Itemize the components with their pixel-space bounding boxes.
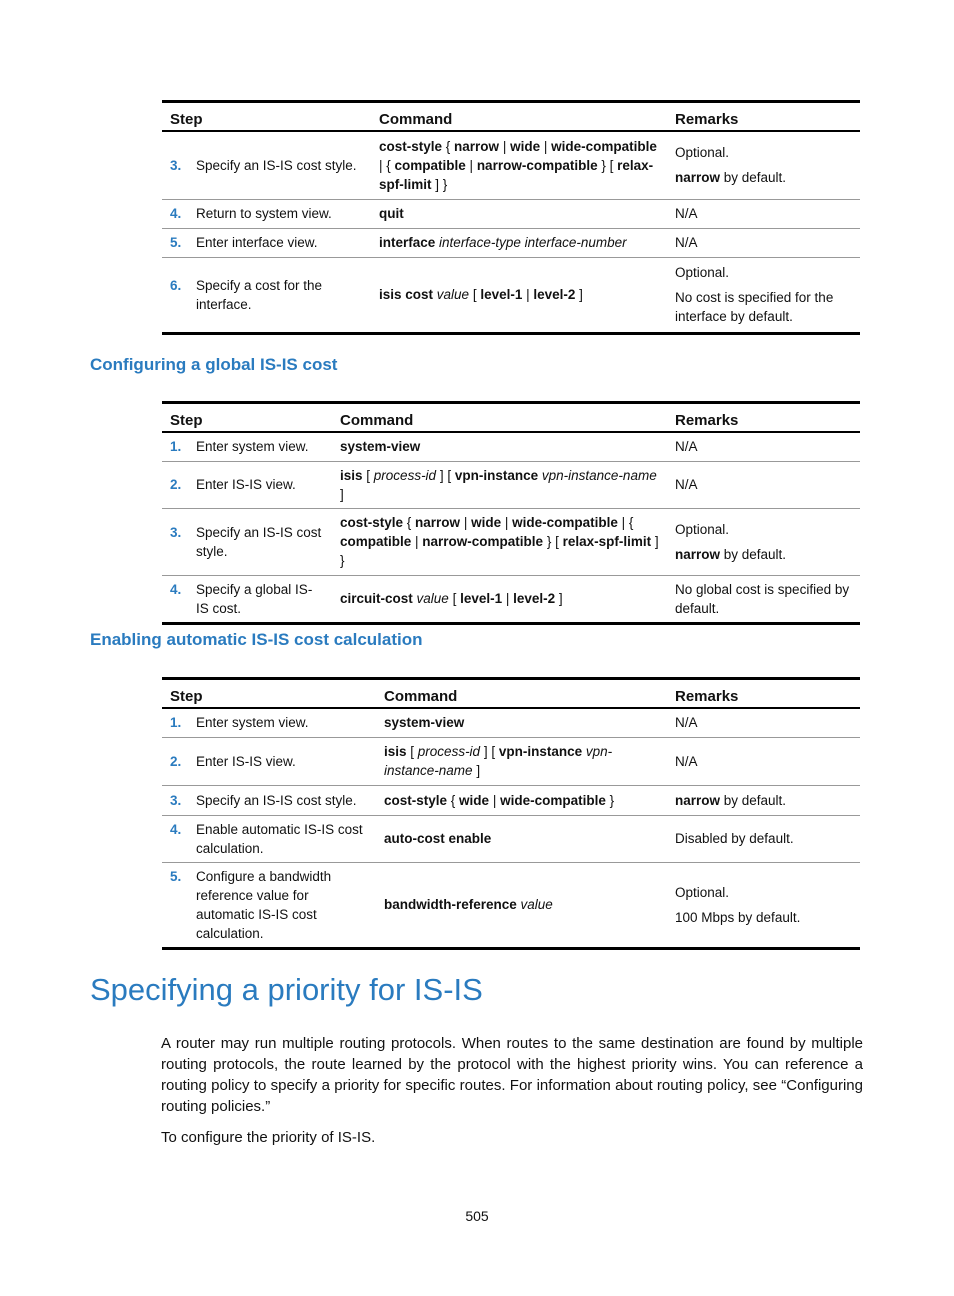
header-step: Step <box>162 679 376 709</box>
keyword: relax-spf-limit <box>562 534 652 549</box>
keyword: wide <box>510 138 541 154</box>
syntax-text: [ <box>448 591 461 606</box>
syntax-text: | <box>489 792 501 808</box>
command-cell <box>371 257 667 333</box>
remarks-cell <box>667 228 860 257</box>
syntax-text: } [ <box>597 157 618 173</box>
keyword: system-view <box>384 715 465 731</box>
step-number: 1. <box>170 439 182 455</box>
step-description: Configure a bandwidth reference value for automatic IS-IS cost calculation. <box>196 868 332 941</box>
step-number: 5. <box>170 235 182 250</box>
syntax-text: Optional. <box>675 884 730 900</box>
table-row <box>162 461 860 508</box>
priority-intro-paragraph: A router may run multiple routing protocols. When routes to the same destination are found by multiple routing protocols, the route learned by the protocol with the highest priority wins. You can reference a routing policy to specify a priority for specific routes. For information about routing policy, see “Configuring routing policies.” <box>161 1035 863 1115</box>
step-description: Specify a global IS-IS cost. <box>196 581 313 616</box>
argument: value <box>436 287 470 302</box>
keyword: narrow <box>675 546 721 562</box>
command-cell <box>376 862 667 948</box>
keyword: narrow-compatible <box>422 534 544 549</box>
syntax-text: | <box>501 515 513 530</box>
syntax-text: } <box>605 792 615 808</box>
remark-line <box>675 883 852 902</box>
syntax-text: ] <box>472 763 481 778</box>
remark-line <box>675 168 852 187</box>
header-step: Step <box>162 403 332 433</box>
table-row <box>162 862 860 948</box>
keyword: narrow-compatible <box>476 157 598 173</box>
remark-line <box>675 580 852 618</box>
table-row <box>162 708 860 737</box>
syntax-text: ] } <box>431 176 448 192</box>
syntax-text: Optional. <box>675 145 730 161</box>
remarks-cell <box>667 461 860 508</box>
keyword: cost-style <box>340 515 404 530</box>
auto-cost-table <box>162 677 860 950</box>
syntax-text: { <box>403 515 416 530</box>
step-description: Enter system view. <box>196 715 309 731</box>
syntax-text: ] <box>575 287 583 302</box>
remark-line <box>675 520 852 539</box>
command-cell <box>376 708 667 737</box>
syntax-text: ] <box>340 486 344 502</box>
step-number: 3. <box>170 792 182 808</box>
remark-line <box>675 263 852 282</box>
remark-line <box>675 829 852 848</box>
step-number: 4. <box>170 821 182 837</box>
syntax-text: N/A <box>675 477 698 492</box>
syntax-text: | <box>540 138 552 154</box>
remark-line <box>675 908 852 927</box>
step-number: 3. <box>170 157 182 173</box>
remarks-cell <box>667 708 860 737</box>
keyword: wide <box>459 792 490 808</box>
remark-line <box>675 233 852 252</box>
keyword: narrow <box>675 792 721 808</box>
keyword: wide-compatible <box>512 515 618 530</box>
page-number: 505 <box>465 1208 489 1224</box>
command-cell <box>371 228 667 257</box>
step-number: 4. <box>170 581 182 597</box>
section-title-global-cost: Configuring a global IS-IS cost <box>90 355 338 374</box>
step-number: 4. <box>170 206 182 221</box>
syntax-text: Optional. <box>675 521 730 537</box>
table-row <box>162 508 860 575</box>
remark-line <box>675 475 852 494</box>
table-row <box>162 785 860 815</box>
table-row <box>162 199 860 228</box>
remarks-cell <box>667 737 860 785</box>
keyword: compatible <box>394 157 466 173</box>
syntax-text: | <box>411 534 423 549</box>
syntax-text: | <box>522 287 534 302</box>
keyword: narrow <box>675 170 721 186</box>
table-header-row <box>162 403 860 433</box>
table-header-row <box>162 679 860 709</box>
global-cost-table <box>162 401 860 625</box>
keyword: wide <box>471 515 502 530</box>
keyword: level-2 <box>533 287 576 302</box>
command-cell <box>332 575 667 623</box>
remark-line <box>675 204 852 223</box>
syntax-text: [ <box>362 467 374 483</box>
step-description: Specify an IS-IS cost style. <box>196 792 357 808</box>
remark-line <box>675 791 852 810</box>
syntax-text: by default. <box>720 546 787 562</box>
section-title-auto-cost: Enabling automatic IS-IS cost calculation <box>90 630 423 649</box>
remark-line <box>675 713 852 732</box>
keyword: narrow <box>454 138 500 154</box>
step-number: 6. <box>170 277 182 293</box>
syntax-text: | <box>499 138 511 154</box>
step-description: Enter system view. <box>196 439 309 455</box>
keyword: isis cost <box>379 287 434 302</box>
keyword: system-view <box>340 439 421 455</box>
syntax-text: N/A <box>675 715 698 731</box>
remarks-cell <box>667 575 860 623</box>
syntax-text: | { <box>379 157 395 173</box>
step-description: Specify a cost for the interface. <box>196 277 323 312</box>
remarks-cell <box>667 508 860 575</box>
keyword: auto-cost enable <box>384 831 492 846</box>
table-row <box>162 228 860 257</box>
argument: process-id <box>417 744 481 759</box>
command-cell <box>376 785 667 815</box>
table-row <box>162 432 860 461</box>
command-cell <box>376 815 667 862</box>
header-remarks: Remarks <box>667 679 860 709</box>
table-row <box>162 815 860 862</box>
header-step: Step <box>162 102 371 132</box>
syntax-text: by default. <box>720 792 787 808</box>
keyword: interface <box>379 235 436 250</box>
step-description: Enter IS-IS view. <box>196 753 296 769</box>
syntax-text: { <box>447 792 460 808</box>
remarks-cell <box>667 815 860 862</box>
keyword: isis <box>340 467 363 483</box>
keyword: level-1 <box>460 591 503 606</box>
remark-line <box>675 752 852 771</box>
argument: value <box>520 897 553 912</box>
remarks-cell <box>667 862 860 948</box>
keyword: cost-style <box>379 138 443 154</box>
keyword: relax-spf-limit <box>379 157 654 192</box>
argument: vpn-instance-name <box>541 467 657 483</box>
argument: value <box>416 591 449 606</box>
step-description: Specify an IS-IS cost style. <box>196 157 357 173</box>
command-cell <box>371 131 667 199</box>
syntax-text: } [ <box>543 534 563 549</box>
syntax-text: ] } <box>340 534 659 568</box>
command-cell <box>376 737 667 785</box>
remark-line <box>675 288 852 326</box>
keyword: wide-compatible <box>551 138 657 154</box>
header-command: Command <box>332 403 667 433</box>
syntax-text: N/A <box>675 206 698 221</box>
syntax-text: by default. <box>720 170 787 186</box>
header-command: Command <box>371 102 667 132</box>
remark-line <box>675 545 852 564</box>
keyword: isis <box>384 744 407 759</box>
table-row <box>162 575 860 623</box>
syntax-text: No cost is specified for the interface by default. <box>675 290 834 324</box>
command-cell <box>371 199 667 228</box>
syntax-text: | <box>460 515 472 530</box>
syntax-text: [ <box>406 744 418 759</box>
remark-line <box>675 143 852 162</box>
step-description: Enter IS-IS view. <box>196 477 296 492</box>
syntax-text: Optional. <box>675 265 730 280</box>
argument: vpn-instance-name <box>384 744 613 778</box>
step-number: 1. <box>170 715 182 731</box>
syntax-text: ] <box>555 591 563 606</box>
remarks-cell <box>667 257 860 333</box>
syntax-text: ] [ <box>480 744 499 759</box>
keyword: vpn-instance <box>454 467 539 483</box>
table-row <box>162 737 860 785</box>
section-heading-priority: Specifying a priority for IS-IS <box>90 972 483 1007</box>
step-number: 2. <box>170 477 182 492</box>
keyword: bandwidth-reference <box>384 897 517 912</box>
syntax-text: ] [ <box>436 467 455 483</box>
step-description: Return to system view. <box>196 206 332 221</box>
step-description: Specify an IS-IS cost style. <box>196 524 322 559</box>
step-description: Enter interface view. <box>196 235 318 250</box>
table-row <box>162 257 860 333</box>
syntax-text: | <box>465 157 477 173</box>
priority-instruction-paragraph: To configure the priority of IS-IS. <box>161 1129 376 1146</box>
command-cell <box>332 508 667 575</box>
syntax-text: | { <box>617 515 634 530</box>
argument: process-id <box>373 467 437 483</box>
remarks-cell <box>667 432 860 461</box>
syntax-text: Disabled by default. <box>675 831 794 846</box>
step-number: 2. <box>170 753 182 769</box>
keyword: level-2 <box>513 591 556 606</box>
keyword: circuit-cost <box>340 591 413 606</box>
header-remarks: Remarks <box>667 102 860 132</box>
syntax-text: N/A <box>675 439 698 455</box>
remarks-cell <box>667 199 860 228</box>
keyword: compatible <box>340 534 412 549</box>
remark-line <box>675 437 852 456</box>
keyword: wide-compatible <box>500 792 606 808</box>
syntax-text: 100 Mbps by default. <box>675 909 801 925</box>
keyword: cost-style <box>384 792 448 808</box>
header-remarks: Remarks <box>667 403 860 433</box>
command-cell <box>332 461 667 508</box>
table-row <box>162 131 860 199</box>
argument: interface-type interface-number <box>439 235 627 250</box>
remarks-cell <box>667 785 860 815</box>
step-number: 3. <box>170 524 182 540</box>
step-description: Enable automatic IS-IS cost calculation. <box>196 821 363 856</box>
table-header-row <box>162 102 860 132</box>
step-number: 5. <box>170 868 182 884</box>
keyword: vpn-instance <box>498 744 583 759</box>
command-cell <box>332 432 667 461</box>
keyword: level-1 <box>480 287 523 302</box>
cost-style-table-continued <box>162 100 860 335</box>
syntax-text: N/A <box>675 235 698 250</box>
syntax-text: [ <box>469 287 481 302</box>
remarks-cell <box>667 131 860 199</box>
header-command: Command <box>376 679 667 709</box>
syntax-text: { <box>442 138 455 154</box>
syntax-text: No global cost is specified by default. <box>675 581 850 616</box>
keyword: quit <box>379 206 404 221</box>
syntax-text: | <box>502 591 514 606</box>
syntax-text: N/A <box>675 753 698 769</box>
keyword: narrow <box>415 515 461 530</box>
